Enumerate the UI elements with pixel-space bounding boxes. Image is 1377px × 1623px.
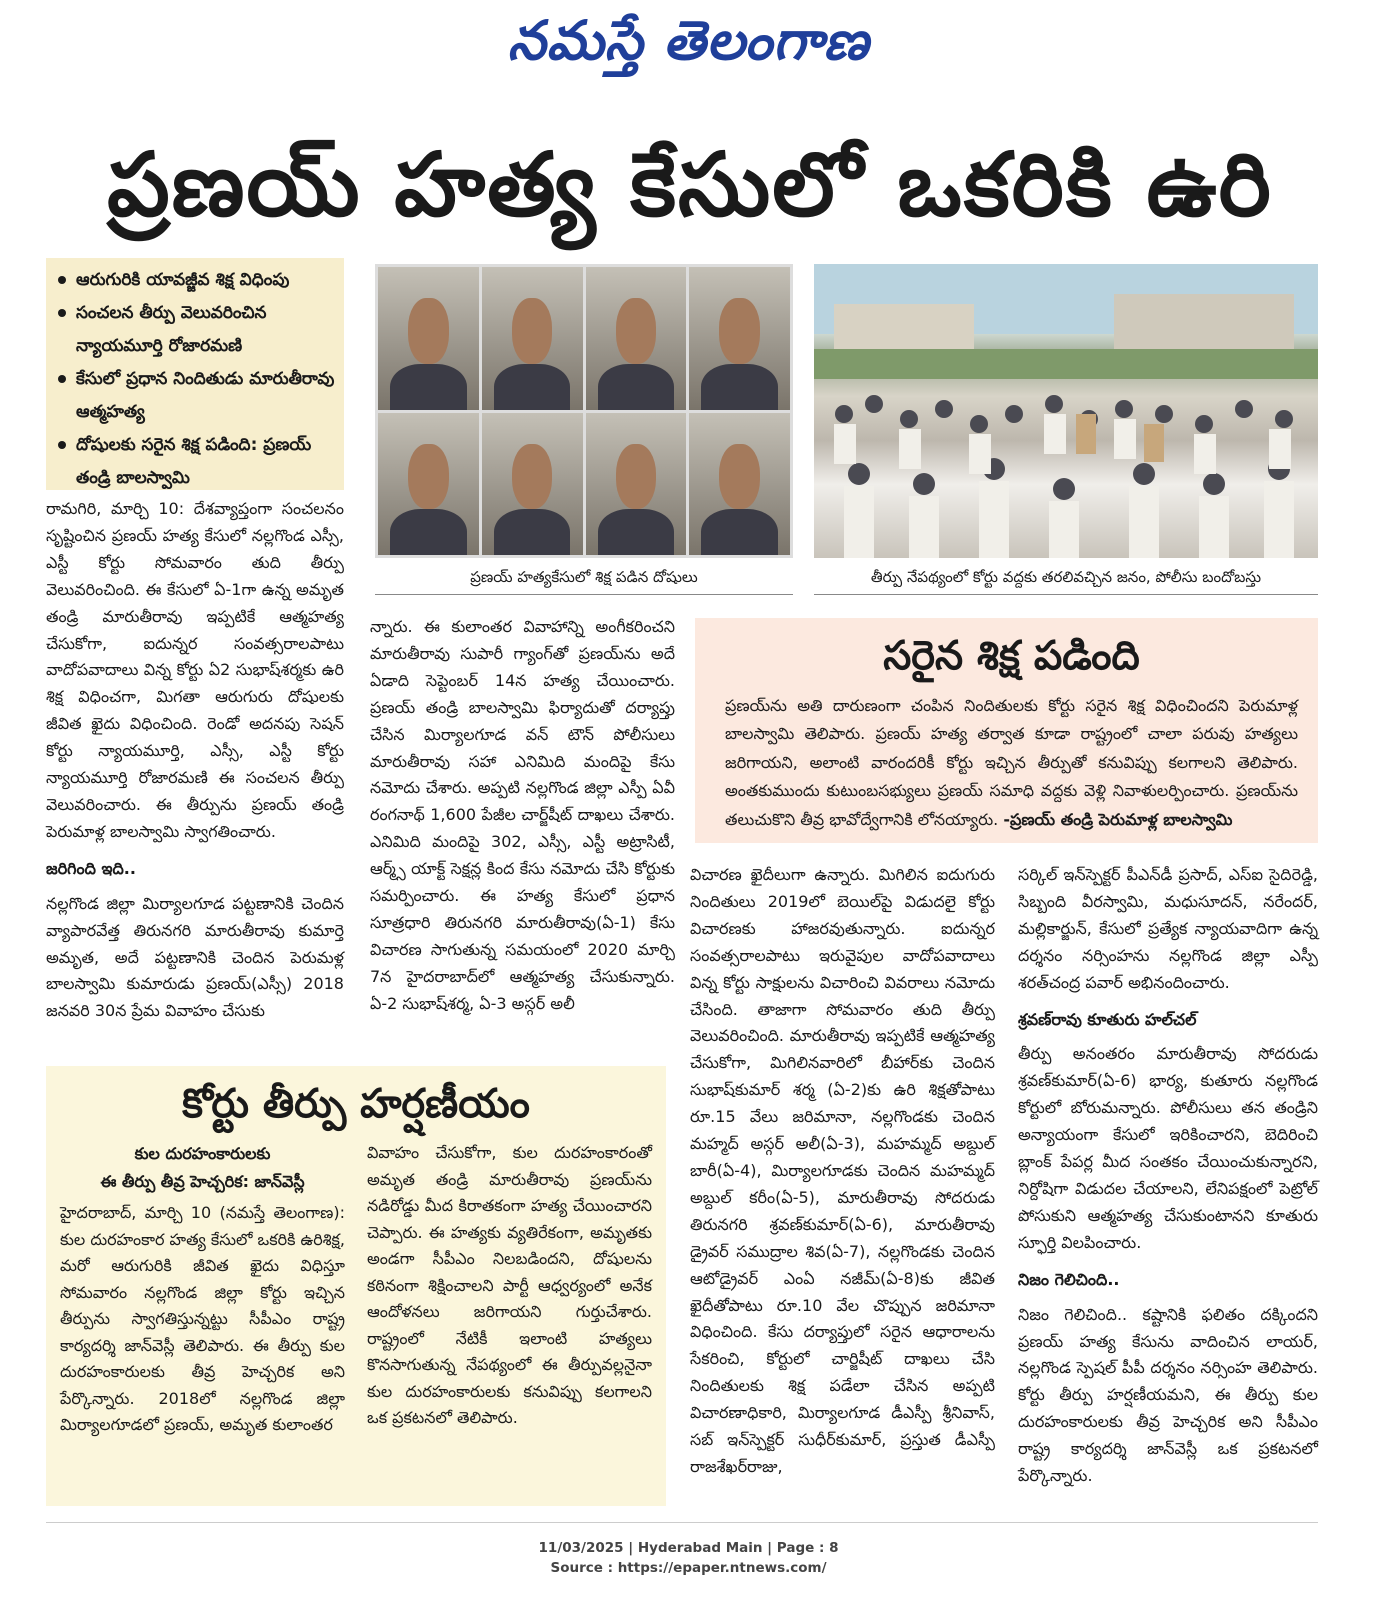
box-subhead: ఈ తీర్పు తీవ్ర హెచ్చరిక: జాన్‌వెస్లీ [100,1172,305,1191]
convict-portrait [586,413,687,556]
masthead-logo: నమస్తే తెలంగాణ [507,9,870,72]
convict-portrait [482,267,583,410]
article-paragraph: హైదరాబాద్, మార్చి 10 (నమస్తే తెలంగాణ): కుల దురహంకార హత్య కేసులో ఒకరికి ఉరిశిక్ష, మరో ఆరుగురికి జీవిత ఖైదు విధిస్తూ సోమవారం నల్లగొండ జిల్లా కోర్టు ఇచ్చిన తీర్పును స్వాగతిస్తున్నట్టు సీపీఎం రాష్ట్ర కార్యదర్శి జాన్‌వెస్లీ తెలిపారు. ఈ తీర్పు కుల దురహంకారులకు తీవ్ర హెచ్చరిక అని పేర్కొన్నారు. 2018లో నల్లగొండ జిల్లా మిర్యాలగూడలో ప్రణయ్, అమృత కులాంతర [60,1203,345,1434]
article-paragraph: తీర్పు అనంతరం మారుతీరావు సోదరుడు శ్రవణ్‌కుమార్(ఏ-6) భార్య, కుతూరు నల్లగొండ కోర్టులో బోరుమన్నారు. పోలీసులు తన తండ్రిని అన్యాయంగా కేసులో ఇరికించారని, బెదిరించి బ్లాంక్ పేపర్ల మీద సంతకం చేయించుకున్నారని, నిర్దోషిగా విడుదల చేయాలని, లేనిపక్షంలో పెట్రోల్ పోసుకుని ఆత్మహత్య చేసుకుంటానని కూతురు స్ఫూర్తి విలపించారు. [1018,1044,1318,1252]
quote-box-father [695,618,1318,843]
crowd-illustration [814,264,1318,558]
box-title: కోర్టు తీర్పు హర్షణీయం [182,1081,530,1127]
article-column-4 [1018,862,1318,1507]
convicts-photo [375,264,793,558]
source-link[interactable]: Source : https://epaper.ntnews.com/ [550,1560,827,1576]
caption-divider [375,594,793,595]
section-subhead: నిజం గెలిచింది.. [1018,1269,1120,1289]
convict-portrait [586,267,687,410]
section-subhead: జరిగింది ఇది.. [46,858,136,878]
caption-divider [814,594,1318,595]
section-subhead: శ్రవణ్‌రావు కూతురు హల్‌చల్ [1018,1009,1197,1029]
article-paragraph: నిజం గెలిచింది.. కష్టానికి ఫలితం దక్కిందని ప్రణయ్ హత్య కేసును వాదించిన లాయర్, నల్లగొండ స్పెషల్ పీపీ దర్శనం నర్సింహ తెలిపారు. కోర్టు తీర్పు హర్షణీయమని, ఈ తీర్పు కుల దురహంకారులకు తీవ్ర హెచ్చరిక అని సీపీఎం రాష్ట్ర కార్యదర్శి జాన్‌వెస్లీ ఒక ప్రకటనలో పేర్కొన్నారు. [1018,1304,1318,1486]
article-paragraph: సర్కిల్ ఇన్‌స్పెక్టర్ పీఎన్‌డీ ప్రసాద్, ఎస్‌ఐ సైదిరెడ్డి, సిబ్బంది వీరస్వామి, మధుసూదన్, నరేందర్, మల్లికార్జున్, కేసులో ప్రత్యేక న్యాయవాదిగా ఉన్న దర్శనం నర్సింహను నల్లగొండ జిల్లా ఎస్పీ శరత్‌చంద్ర పవార్ అభినందించారు. [1018,865,1318,992]
convict-portrait [689,413,790,556]
quote-body: ప్రణయ్‌ను అతి దారుణంగా చంపిన నిందితులకు కోర్టు సరైన శిక్ష విధించిందని పెరుమాళ్ల బాలస్వామి తెలిపారు. ప్రణయ్ హత్య తర్వాత కూడా రాష్ట్రంలో చాలా పరువు హత్యలు జరిగాయని, అలాంటి వారందరికీ కోర్టు ఇచ్చిన తీర్పుతో కనువిప్పు కలగాలని తెలిపారు. అంతకుముందు కుటుంబసభ్యులు ప్రణయ్ సమాధి వద్దకు వెళ్లి నివాళులర్పించారు. ప్రణయ్‌ను తలుచుకొని తీవ్ర భావోద్వేగానికి లోనయ్యారు. [725,696,1298,829]
article-paragraph: నల్లగొండ జిల్లా మిర్యాలగూడ పట్టణానికి చెందిన వ్యాపారవేత్త తిరునగరి మారుతీరావు కుమార్తె అమృత, అదే పట్టణానికి చెందిన పెరుమళ్ల బాలస్వామి కుమారుడు ప్రణయ్(ఎస్సీ) 2018 జనవరి 30న ప్రేమ వివాహం చేసుకు [46,893,344,1021]
article-paragraph: రామగిరి, మార్చి 10: దేశవ్యాప్తంగా సంచలనం సృష్టించిన ప్రణయ్ హత్య కేసులో నల్లగొండ ఎస్సీ, ఎస్టీ కోర్టు సోమవారం తుది తీర్పు వెలువరించింది. ఈ కేసులో ఏ-1గా ఉన్న అమృత తండ్రి మారుతీరావు ఇప్పటికే ఆత్మహత్య చేసుకోగా, ఐదున్నర సంవత్సరాలపాటు వాదోపవాదాలు విన్న కోర్టు ఏ2 సుభాష్‌శర్మకు ఉరి శిక్ష విధించగా, మిగతా ఆరుగురు దోషులకు జీవిత ఖైదు విధించింది. రెండో అదనపు సెషన్ కోర్టు న్యాయమూర్తి, ఎస్సీ, ఎస్టీ కోర్టు న్యాయమూర్తి రోజారమణి ఈ సంచలన తీర్పు వెలువరించారు. ఈ తీర్పును ప్రణయ్ తండ్రి పెరుమాళ్ల బాలస్వామి స్వాగతించారు. [46,499,344,841]
bullet-icon [58,309,66,317]
convicts-caption: ప్రణయ్ హత్యకేసులో శిక్ష పడిన దోషులు [470,568,698,586]
highlight-item: కేసులో ప్రధాన నిందితుడు మారుతీరావు ఆత్మహత్య [54,363,336,429]
article-column-3 [690,862,995,1507]
page-footer [0,1538,1377,1578]
convict-portrait [689,267,790,410]
crowd-caption: తీర్పు నేపథ్యంలో కోర్టు వద్దకు తరలివచ్చిన జనం, పోలీసు బందోబస్తు [870,568,1262,586]
headline: ప్రణయ్ హత్య కేసులో ఒకరికి ఉరి [107,133,1273,236]
crowd-photo [814,264,1318,558]
highlights-box [46,258,344,490]
article-column-1 [46,496,344,1056]
edition-info: 11/03/2025 | Hyderabad Main | Page : 8 [538,1540,839,1556]
quote-credit: -ప్రణయ్ తండ్రి పెరుమాళ్ల బాలస్వామి [1003,809,1233,829]
article-paragraph: న్నారు. ఈ కులాంతర వివాహాన్ని అంగీకరించని మారుతీరావు సుపారీ గ్యాంగ్‌తో ప్రణయ్‌ను అదే ఏడాది సెప్టెంబర్ 14న హత్య చేయించారు. ప్రణయ్ తండ్రి బాలస్వామి ఫిర్యాదుతో దర్యాప్తు చేసిన మిర్యాలగూడ వన్ టౌన్ పోలీసులు మారుతీరావు సహా ఎనిమిది మందిపై కేసు నమోదు చేశారు. అప్పటి నల్లగొండ జిల్లా ఎస్పీ ఏవీ రంగనాథ్ 1,600 పేజీల చార్జ్‌షీట్ దాఖలు చేశారు. ఎనిమిది మందిపై 302, ఎస్సీ, ఎస్టీ అట్రాసిటీ, ఆర్మ్స్ యాక్ట్ సెక్షన్ల కింద కేసు నమోదు చేసి కోర్టుకు సమర్పించారు. ఈ హత్య కేసులో ప్రధాన సూత్రధారి తిరునగరి మారుతీరావు(ఏ-1) కేసు విచారణ సాగుతున్న సమయంలో 2020 మార్చి 7న హైదరాబాద్‌లో ఆత్మహత్య చేసుకున్నారు. ఏ-2 సుభాష్‌శర్మ, ఏ-3 అస్గర్ అలీ [370,617,675,1013]
bottom-divider [46,1522,1318,1523]
verdict-reaction-box [46,1066,666,1506]
convict-portrait [482,413,583,556]
convict-portrait [378,413,479,556]
highlight-item: ఆరుగురికి యావజ్జీవ శిక్ష విధింపు [54,264,336,297]
highlight-item: సంచలన తీర్పు వెలువరించిన న్యాయమూర్తి రోజారమణి [54,297,336,363]
article-column-2 [370,614,675,1054]
bullet-icon [58,441,66,449]
bullet-icon [58,375,66,383]
box-subhead: కుల దురహంకారులకు [134,1144,271,1163]
article-paragraph: విచారణ ఖైదీలుగా ఉన్నారు. మిగిలిన ఐదుగురు నిందితులు 2019లో బెయిల్‌పై విడుదలై కోర్టు విచారణకు హాజరవుతున్నారు. ఐదున్నర సంవత్సరాలపాటు ఇరువైపుల వాదోపవాదాలు విన్న కోర్టు సాక్షులను విచారించి వివరాలు నమోదు చేసింది. తాజాగా సోమవారం తుది తీర్పు వెలువరించింది. మారుతీరావు ఇప్పటికే ఆత్మహత్య చేసుకోగా, మిగిలినవారిలో బీహార్‌కు చెందిన సుభాష్‌కుమార్ శర్మ (ఏ-2)కు ఉరి శిక్షతోపాటు రూ.15 వేలు జరిమానా, నల్లగొండకు చెందిన మహ్మద్ అస్గర్ అలీ(ఏ-3), మహమ్మద్ అబ్దుల్ బారీ(ఏ-4), మిర్యాలగూడకు చెందిన మహమ్మద్ అబ్దుల్ కరీం(ఏ-5), మారుతీరావు సోదరుడు తిరునగరి శ్రవణ్‌కుమార్(ఏ-6), మారుతీరావు డ్రైవర్ సముద్రాల శివ(ఏ-7), నల్లగొండకు చెందిన ఆటోడ్రైవర్ ఎంఏ నజీమ్(ఏ-8)కు జీవిత ఖైదీతోపాటు రూ.10 వేల చొప్పున జరిమానా విధించింది. కేసు దర్యాప్తులో సరైన ఆధారాలను సేకరించి, కోర్టులో చార్జిషీట్ దాఖలు చేసి నిందితులకు శిక్ష పడేలా చేసిన అప్పటి విచారణాధికారి, మిర్యాలగూడ డీఎస్పీ శ్రీనివాస్, సబ్ ఇన్‌స్పెక్టర్ సుధీర్‌కుమార్, ప్రస్తుత డీఎస్పీ రాజశేఖర్‌రాజు, [690,865,995,1476]
highlight-item: దోషులకు సరైన శిక్ష పడింది: ప్రణయ్ తండ్రి బాలస్వామి [54,429,336,495]
quote-box-title: సరైన శిక్ష పడింది [883,633,1140,679]
convict-portrait [378,267,479,410]
bullet-icon [58,276,66,284]
article-paragraph: వివాహం చేసుకోగా, కుల దురహంకారంతో అమృత తండ్రి మారుతీరావు ప్రణయ్‌ను నడిరోడ్డు మీద కిరాతకంగా హత్య చేయించారని చెప్పారు. ఈ హత్యకు వ్యతిరేకంగా, అమృతకు అండగా సీపీఎం నిలబడిందని, దోషులను కఠినంగా శిక్షించాలని పార్టీ ఆధ్వర్యంలో అనేక ఆందోళనలు జరిగాయని గుర్తుచేశారు. రాష్ట్రంలో నేటికీ ఇలాంటి హత్యలు కొనసాగుతున్న నేపథ్యంలో ఈ తీర్పువల్లనైనా కుల దురహంకారులకు కనువిప్పు కలగాలని ఒక ప్రకటనలో తెలిపారు. [367,1143,652,1427]
